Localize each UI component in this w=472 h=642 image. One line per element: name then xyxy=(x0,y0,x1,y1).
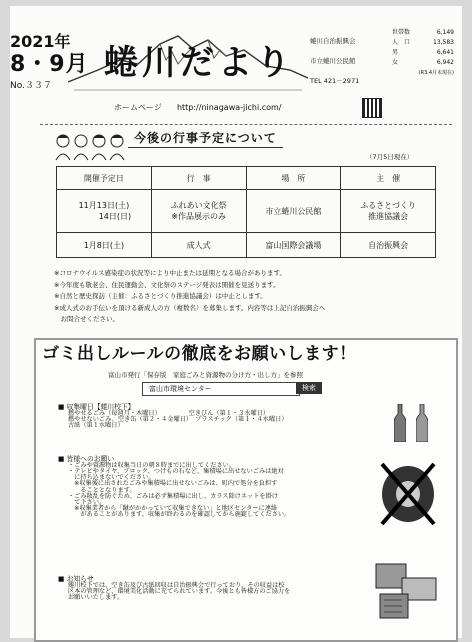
issue-months: 8・9月 xyxy=(10,52,89,77)
garbage-rules-source: 富山市発行「保存版 家庭ごみと資源物の分け方・出し方」を参照 xyxy=(108,371,303,379)
table-row xyxy=(57,190,436,233)
prohibited-tire-icon xyxy=(376,456,440,528)
request-line: ・ごみ散乱を防ぐため、ごみは必ず集積場に出し、カラス除けネットを掛け xyxy=(68,492,278,500)
request-line: ・ごみや資源物は収集当日の朝８時までに出してください。 xyxy=(68,461,236,469)
event-date-cell: 1月8日(土) xyxy=(57,233,152,258)
notice-section xyxy=(58,576,374,601)
population-row: 人 口 13,583 xyxy=(392,39,454,46)
column-header: 主 催 xyxy=(341,167,436,190)
request-line: ※収集後に出されたごみや集積場に出せないごみは、町内で処分を負担す xyxy=(68,480,278,488)
column-header: 開催予定日 xyxy=(57,167,152,190)
note-line: お問合せください。 xyxy=(54,315,119,323)
collection-line: 燃やせるごみ（毎週月・木曜日） 空きびん（第１・３水曜日） xyxy=(68,409,270,417)
schedule-notes xyxy=(54,268,446,326)
schedule-as-of-date: （7月5日現在） xyxy=(366,153,414,161)
issue-year: 2021年 xyxy=(10,32,71,51)
homepage-url[interactable]: http://ninagawa-jichi.com/ xyxy=(176,103,282,112)
table-row xyxy=(57,233,436,258)
collection-line: 古紙（第１水曜日） xyxy=(68,422,124,430)
dashed-divider xyxy=(40,124,452,125)
event-place-cell: 富山国際会議場 xyxy=(246,233,341,258)
issue-number: No.３３７ xyxy=(10,81,52,91)
people-illustration-icon xyxy=(54,132,126,162)
event-host-cell: ふるさとづくり 推進協議会 xyxy=(341,190,436,233)
population-box xyxy=(392,28,454,78)
schedule-table xyxy=(56,166,436,258)
publisher-info xyxy=(310,36,359,86)
event-host-cell: 自治振興会 xyxy=(341,233,436,258)
event-place-cell: 市立蜷川公民館 xyxy=(246,190,341,233)
population-row: 世帯数 6,149 xyxy=(392,29,454,36)
qr-code-icon[interactable] xyxy=(362,98,382,118)
newsletter-logo-title: 蜷川だより xyxy=(104,43,294,83)
notice-line: 区本の管理など、環境美化活動に充てられています。今後とも皆様方のご協力を xyxy=(68,588,291,595)
request-line: ※収集業者から「蹴がかかっていて収集できない」と地区センターに連絡 xyxy=(68,505,278,513)
schedule-title: 今後の行事予定について xyxy=(134,131,277,145)
population-row: 女 6,942 xyxy=(392,59,454,66)
event-name-cell: 成人式 xyxy=(151,233,246,258)
search-button[interactable]: 検索 xyxy=(296,382,322,394)
homepage-line xyxy=(114,104,281,112)
request-line: があることがあります。収集が終わるのを確認してから施錠してください。 xyxy=(68,511,291,519)
column-header: 場 所 xyxy=(246,167,341,190)
bottle-icon xyxy=(416,404,428,442)
note-line: ※成人式のお手伝いを頂ける新成人の方（複数名）を募集します。内容等は上記自治振興会へ xyxy=(54,303,326,312)
note-line: ※コロナウイルス感染症の状況等により中止または延期となる場合があります。 xyxy=(54,269,287,277)
request-line: ・テレビやタイヤ、ブロック、つけもの石など、集積場に出せないごみは絶対 xyxy=(68,468,284,475)
section-heading: ■ 収集曜日【蜷川校下】 xyxy=(58,403,135,411)
collection-days-section xyxy=(58,404,376,429)
section-heading: ■ 皆様へのお願い xyxy=(58,455,115,463)
request-line: て下さい。 xyxy=(68,499,106,507)
note-line: ※自然と歴史探訪（主催：ふるさとづくり推進協議会）は中止とします。 xyxy=(54,292,267,300)
publisher-hall: 市立蜷川公民館 xyxy=(310,57,356,65)
request-line: に持ち込まないでください。 xyxy=(68,474,155,482)
homepage-label: ホームページ xyxy=(114,103,162,112)
publisher-tel: TEL 421－2971 xyxy=(310,77,360,85)
section-heading: ■ お知らせ xyxy=(58,575,94,583)
request-line: ることとなります。 xyxy=(68,486,136,494)
publisher-name: 蜷川自治振興会 xyxy=(310,37,356,45)
note-line: ※今年度も敬老会、住民運動会、文化祭のステージ発表は開催を見送ります。 xyxy=(54,280,280,289)
bottle-icon xyxy=(394,404,406,442)
population-row: 男 6,641 xyxy=(392,49,454,56)
event-date-cell: 11月13日(土) 14日(日) xyxy=(57,190,152,233)
garbage-rules-title: ゴミ出しルールの徹底をお願いします！ xyxy=(42,344,357,364)
notice-line: お願いいたします。 xyxy=(68,594,124,602)
recycling-boxes-icon xyxy=(372,560,440,622)
population-note: (R3.4月末現在) xyxy=(418,70,454,76)
notice-line: 蜷川校下では、空き缶及び古紙回収は自治振興会で行っており、その収益は校 xyxy=(68,581,285,589)
search-input[interactable]: 富山市環境センター xyxy=(142,382,300,396)
event-name-cell: ふれあい文化祭 ※作品展示のみ xyxy=(151,190,246,233)
table-header-row xyxy=(57,167,436,190)
requests-section xyxy=(58,456,370,519)
column-header: 行 事 xyxy=(151,167,246,190)
collection-line: 燃やせないごみ、空き缶（第２・４金曜日） プラスチック（第１・４水曜日） xyxy=(68,416,288,423)
